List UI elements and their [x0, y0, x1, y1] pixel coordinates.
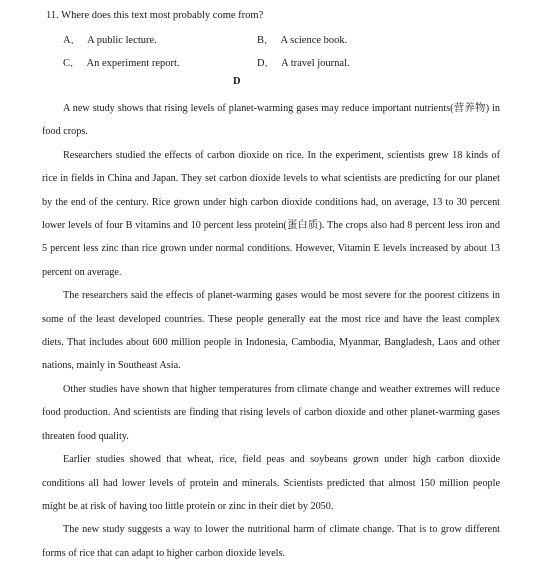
option-a[interactable]: [63, 34, 157, 48]
passage-body: [42, 97, 500, 565]
option-d-letter: D．: [257, 58, 276, 69]
option-d-text: A travel journal.: [281, 58, 350, 69]
option-b[interactable]: [257, 34, 347, 48]
passage-paragraph: The researchers said the effects of planet-warming gases would be most severe for the poorest citizens in some of the least developed countries. These people generally eat the most rice and have the least complex diets. That includes about 600 million people in Indonesia, Cambodia, Myanmar, Bangladesh, Laos and other nations, mainly in Southeast Asia.: [42, 290, 500, 372]
passage-paragraph: Earlier studies showed that wheat, rice, field peas and soybeans grown under high carbon dioxide conditions all had lower levels of protein and minerals. Scientists predicted that almost 150 million people might be at risk of having too little protein or zinc in their diet by 2050.: [42, 454, 500, 512]
passage-paragraph: The new study suggests a way to lower the nutritional harm of climate change. That is to grow different forms of rice that can adapt to higher carbon dioxide levels.: [42, 524, 500, 559]
passage-label: D: [233, 76, 241, 87]
option-a-text: A public lecture.: [87, 35, 157, 46]
passage-paragraph: Other studies have shown that higher temperatures from climate change and weather extremes will reduce food production. And scientists are finding that rising levels of carbon dioxide and other planet-warming gases threaten food quality.: [42, 383, 500, 442]
option-c-text: An experiment report.: [86, 58, 180, 69]
option-c[interactable]: [63, 57, 180, 71]
option-b-letter: B．: [257, 35, 275, 46]
option-a-letter: A．: [63, 35, 82, 46]
passage-paragraph: A new study shows that rising levels of planet-warming gases may reduce important nutrients(营养物) in food crops.: [42, 103, 500, 138]
option-b-text: A science book.: [280, 35, 348, 46]
question-stem: 11. Where does this text most probably come from?: [46, 10, 264, 21]
option-d[interactable]: [257, 57, 350, 71]
passage-paragraph: Researchers studied the effects of carbon dioxide on rice. In the experiment, scientists grew 18 kinds of rice in fields in China and Japan. They set carbon dioxide levels to what scientists are predicting for our planet by the end of the century. Rice grown under high carbon dioxide conditions had, on average, 13 to 30 percent lower levels of four B vitamins and 10 percent less protein(蛋白质). The crops also had 8 percent less iron and 5 percent less zinc than rice grown under normal conditions. However, Vitamin E levels increased by about 13 percent on average.: [42, 149, 500, 278]
option-c-letter: C．: [63, 58, 81, 69]
